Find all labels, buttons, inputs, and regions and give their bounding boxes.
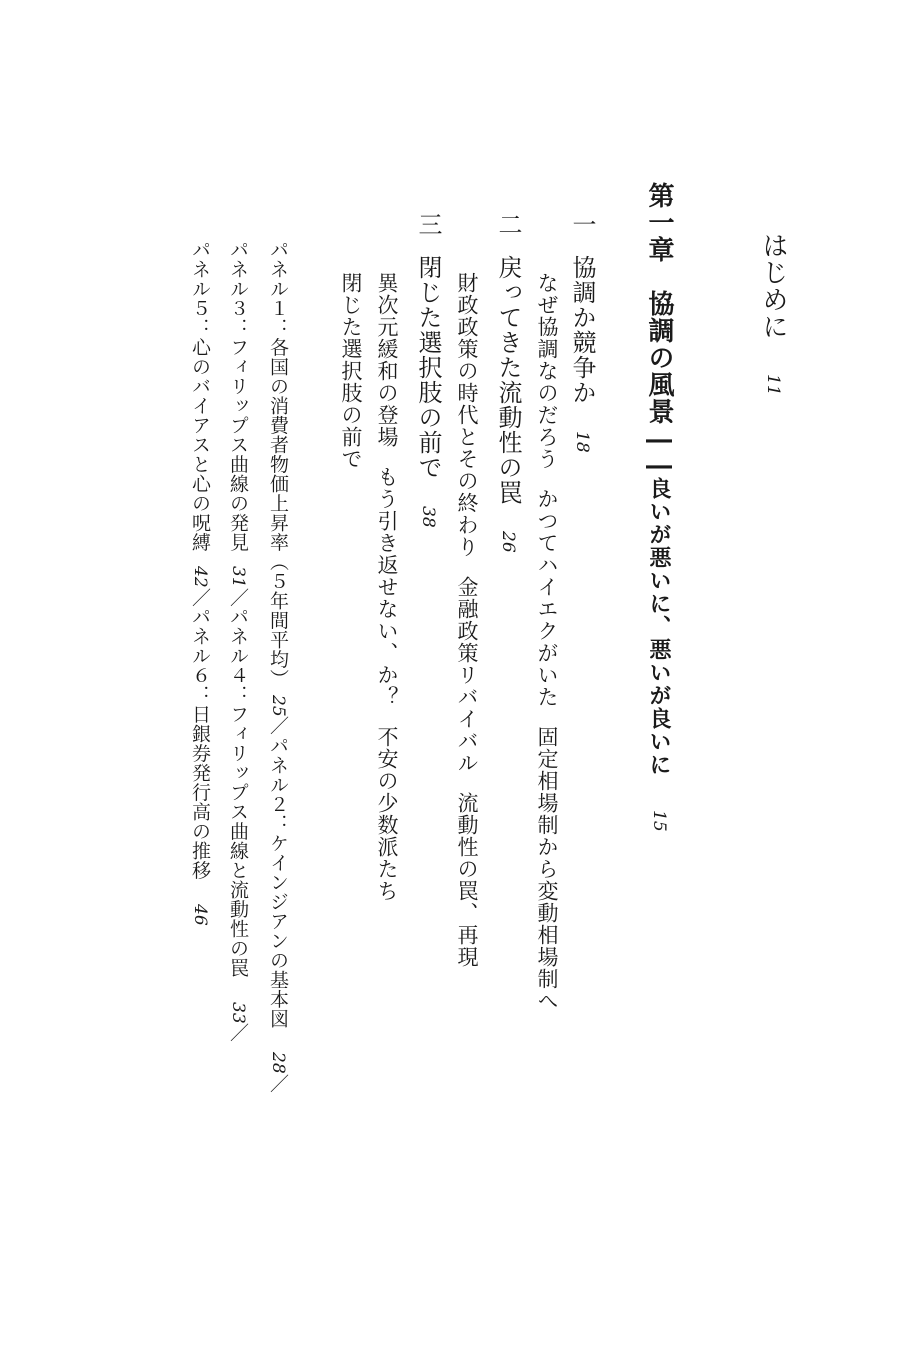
panel-separator: ／ bbox=[267, 716, 289, 736]
panel-list-line-2 bbox=[228, 240, 247, 1043]
panel-separator: ／ bbox=[189, 587, 211, 608]
subheading: 財政政策の時代とその終わり bbox=[455, 272, 479, 558]
subheading: 異次元緩和の登場 bbox=[375, 272, 399, 448]
panel-1-page: 25 bbox=[268, 694, 288, 717]
panel-4-page: 33 bbox=[228, 1001, 248, 1024]
toc-entry-section-1[interactable] bbox=[570, 212, 594, 453]
section-page-number: 38 bbox=[418, 506, 438, 528]
intro-label: はじめに bbox=[758, 232, 788, 340]
panel-separator: ／ bbox=[267, 1073, 289, 1094]
subheading: 金融政策リバイバル bbox=[455, 576, 479, 774]
panel-list-line-3 bbox=[190, 240, 209, 926]
panel-2-page: 28 bbox=[268, 1052, 288, 1074]
section-2-subheadings bbox=[456, 272, 477, 968]
subheading: もう引き返せない、か？ bbox=[375, 466, 399, 708]
section-number: 二 bbox=[494, 212, 522, 237]
toc-entry-chapter-1[interactable] bbox=[646, 182, 672, 832]
toc-entry-section-3[interactable] bbox=[416, 212, 440, 528]
chapter-title: 第一章 協調の風景 bbox=[644, 182, 674, 425]
section-title: 戻ってきた流動性の罠 bbox=[494, 255, 522, 505]
panel-separator: ／ bbox=[227, 587, 249, 608]
panel-5-label: パネル５：心のバイアスと心の呪縛 bbox=[189, 240, 211, 552]
panel-1-label: パネル１：各国の消費者物価上昇率（５年間平均） bbox=[267, 240, 289, 689]
chapter-dash: ―― bbox=[644, 425, 674, 477]
intro-page-number: 11 bbox=[763, 374, 783, 396]
panel-4-label: パネル４：フィリップス曲線と流動性の罠 bbox=[227, 607, 249, 978]
section-number: 三 bbox=[414, 212, 442, 237]
chapter-subtitle: 良いが悪いに、悪いが良いに bbox=[646, 477, 672, 776]
panel-separator: ／ bbox=[227, 1023, 249, 1043]
section-3-subheadings-continued bbox=[340, 272, 361, 470]
section-3-subheadings bbox=[376, 272, 397, 902]
subheading: 不安の少数派たち bbox=[375, 726, 399, 902]
subheading: 流動性の罠、再現 bbox=[455, 792, 479, 968]
panel-5-page: 42 bbox=[190, 566, 210, 588]
panel-6-label: パネル６：日銀券発行高の推移 bbox=[189, 607, 211, 881]
section-number: 一 bbox=[568, 212, 596, 237]
chapter-page-number: 15 bbox=[649, 810, 669, 832]
subheading: かつてハイエクがいた bbox=[535, 488, 559, 708]
section-page-number: 26 bbox=[498, 531, 518, 553]
section-title: 協調か競争か bbox=[568, 255, 596, 405]
panel-3-label: パネル３：フィリップス曲線の発見 bbox=[227, 240, 249, 552]
panel-3-page: 31 bbox=[228, 566, 248, 588]
panel-list-line-1 bbox=[268, 240, 287, 1093]
section-title: 閉じた選択肢の前で bbox=[414, 255, 442, 480]
toc-entry-introduction[interactable] bbox=[760, 232, 786, 396]
section-1-subheadings bbox=[536, 272, 557, 1012]
panel-6-page: 46 bbox=[190, 904, 210, 926]
subheading: 固定相場制から変動相場制へ bbox=[535, 726, 559, 1012]
subheading: なぜ協調なのだろう bbox=[535, 272, 559, 470]
subheading: 閉じた選択肢の前で bbox=[339, 272, 363, 470]
panel-2-label: パネル２：ケインジアンの基本図 bbox=[267, 735, 289, 1029]
toc-entry-section-2[interactable] bbox=[496, 212, 520, 553]
section-page-number: 18 bbox=[572, 431, 592, 453]
